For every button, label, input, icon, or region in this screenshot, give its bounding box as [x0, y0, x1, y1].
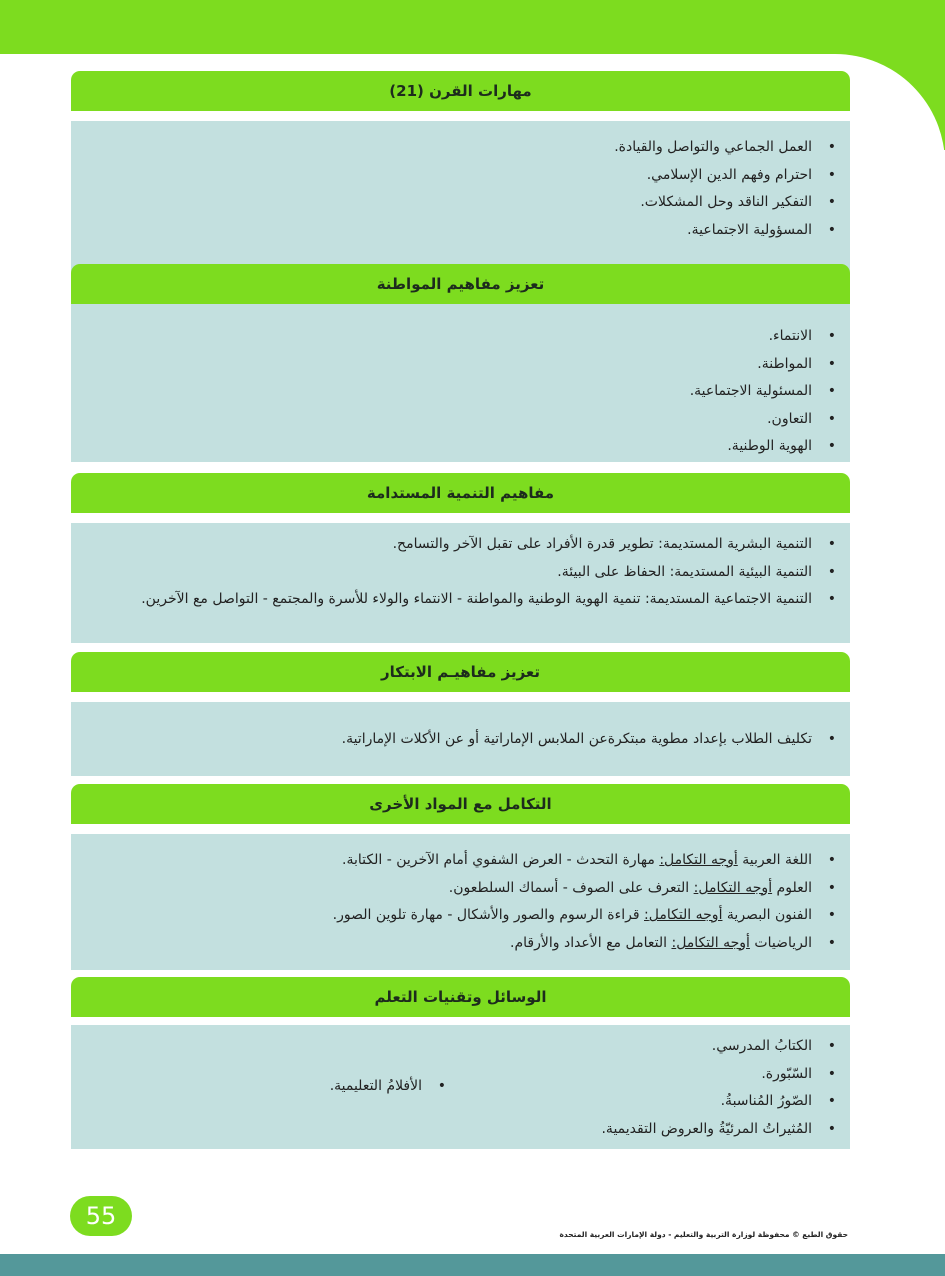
section-body: [71, 314, 850, 462]
list-item: • الهوية الوطنية.: [81, 433, 840, 461]
list-item: • التنمية البشرية المستديمة: تطوير قدرة الأفراد على تقبل الآخر والتسامح.: [77, 531, 840, 559]
section-title: تعزيز مفاهيـم الابتكار: [71, 652, 850, 692]
subject-name: العلوم: [776, 879, 812, 896]
list-item: • العلوم أوجه التكامل: التعرف على الصوف - أسماك السلطعون.: [81, 875, 840, 903]
list-item: • الرياضيات أوجه التكامل: التعامل مع الأعداد والأرقام.: [81, 930, 840, 958]
list-item: • السّبّورة.: [470, 1061, 840, 1089]
integration-text: التعامل مع الأعداد والأرقام.: [510, 934, 668, 951]
list-item: • الصّورُ المُناسبةُ.: [470, 1088, 840, 1116]
page-number: 55: [70, 1196, 132, 1236]
list-item: • الكتابُ المدرسي.: [470, 1033, 840, 1061]
section-body: [71, 702, 850, 776]
list-item: • الفنون البصرية أوجه التكامل: قراءة الرسوم والصور والأشكال - مهارة تلوين الصور.: [81, 902, 840, 930]
subject-name: الفنون البصرية: [726, 907, 812, 923]
integration-text: التعرف على الصوف - أسماك السلطعون.: [448, 879, 690, 896]
integration-text: مهارة التحدث - العرض الشفوي أمام الآخرين - الكتابة.: [342, 852, 655, 868]
subject-name: اللغة العربية: [742, 852, 812, 868]
section-body: [71, 1025, 850, 1149]
aspect-label: أوجه التكامل: [648, 907, 723, 923]
bullet-list: [81, 847, 840, 957]
list-item: • المُثيراتُ المرئيّةُ والعروض التقديمية.: [470, 1116, 840, 1144]
list-item: • الانتماء.: [81, 323, 840, 351]
list-item: • التنمية البيئية المستديمة: الحفاظ على البيئة.: [77, 559, 840, 587]
section-title: تعزيز مفاهيم المواطنة: [71, 264, 850, 304]
section-title: مفاهيم التنمية المستدامة: [71, 473, 850, 513]
list-item: • التنمية الاجتماعية المستديمة: تنمية الهوية الوطنية والمواطنة - الانتماء والولاء للأسرة والمجتمع - التواصل مع الآخرين.: [77, 586, 840, 614]
aspect-label: أوجه التكامل: [664, 852, 738, 868]
section-title: الوسائل وتقنيات التعلم: [71, 977, 850, 1017]
bullet-list: [81, 323, 840, 461]
top-decor-curve: [835, 40, 945, 150]
subject-name: الرياضيات: [754, 934, 812, 951]
section-body: [71, 834, 850, 970]
bullet-list: [77, 531, 840, 614]
list-item: • اللغة العربية أوجه التكامل: مهارة التحدث - العرض الشفوي أمام الآخرين - الكتابة.: [81, 847, 840, 875]
aspect-label: أوجه التكامل: [698, 879, 773, 896]
bottom-decor-band: [0, 1254, 945, 1276]
section-title: مهارات القرن (21): [71, 71, 850, 111]
list-item: • العمل الجماعي والتواصل والقيادة.: [81, 134, 840, 162]
list-item: • احترام وفهم الدين الإسلامي.: [81, 162, 840, 190]
bullet-list-right: [470, 1033, 840, 1143]
integration-text: قراءة الرسوم والصور والأشكال - مهارة تلوين الصور.: [332, 907, 640, 923]
list-item: • الأفلامُ التعليمية.: [91, 1073, 450, 1101]
aspect-label: أوجه التكامل: [676, 934, 750, 951]
copyright-notice: حقوق الطبع © محفوظة لوزارة التربية والتعليم - دولة الإمارات العربية المتحدة: [559, 1230, 848, 1239]
list-item: • المسئولية الاجتماعية.: [81, 378, 840, 406]
bullet-list: [81, 134, 840, 244]
section-body: [71, 523, 850, 643]
top-decor-band: [0, 0, 945, 54]
bullet-list-left: [91, 1073, 450, 1101]
list-item: • التفكير الناقد وحل المشكلات.: [81, 189, 840, 217]
list-item: • التعاون.: [81, 406, 840, 434]
section-title: التكامل مع المواد الأخرى: [71, 784, 850, 824]
list-item: • المواطنة.: [81, 351, 840, 379]
bullet-list: [81, 726, 840, 754]
list-item: • تكليف الطلاب بإعداد مطوية مبتكرةعن الملابس الإماراتية أو عن الأكلات الإماراتية.: [81, 726, 840, 754]
list-item: • المسؤولية الاجتماعية.: [81, 217, 840, 245]
